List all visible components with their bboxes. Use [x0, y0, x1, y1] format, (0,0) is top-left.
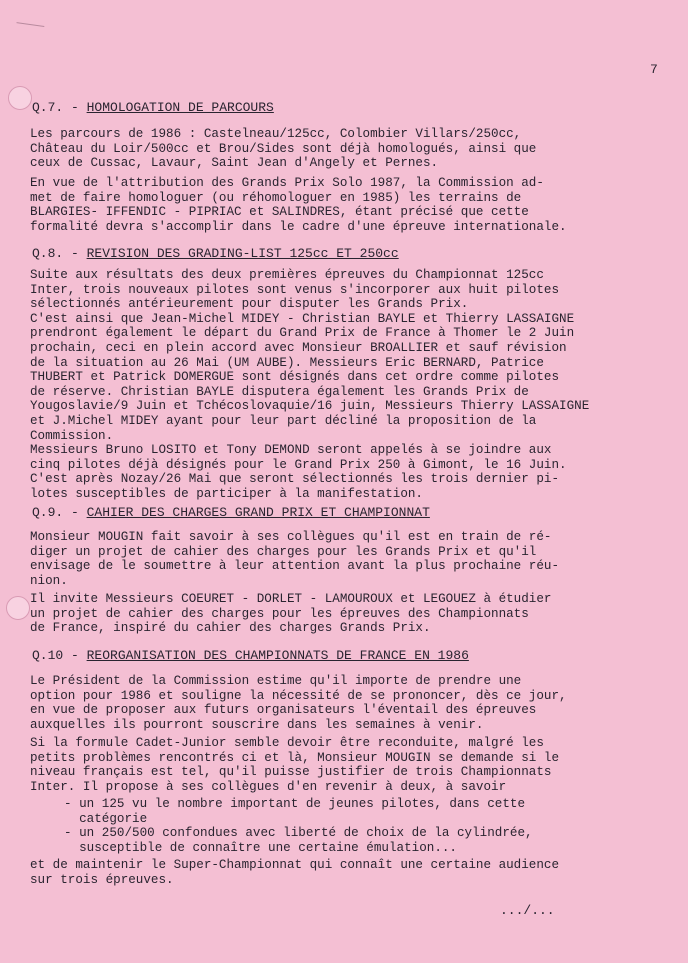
- section-number: Q.8. -: [32, 246, 87, 261]
- paragraph: [30, 530, 670, 588]
- text-line: sur trois épreuves.: [30, 872, 174, 887]
- text-line: Suite aux résultats des deux premières épreuves du Championnat 125cc: [30, 268, 544, 282]
- text-line: de France, inspiré du cahier des charges Grands Prix.: [30, 621, 431, 636]
- section-heading-q8: [32, 246, 399, 261]
- text-line: C'est après Nozay/26 Mai que seront sélectionnés les trois dernier pi-: [30, 472, 560, 487]
- text-line: auxquelles ils pourront souscrire dans les semaines à venir.: [30, 717, 484, 732]
- text-line: Inter. Il propose à ses collègues d'en revenir à deux, à savoir: [30, 779, 507, 794]
- page-number: 7: [650, 62, 658, 77]
- pen-mark: [16, 22, 45, 33]
- text-line: formalité devra s'accomplir dans le cadre d'une épreuve internationale.: [30, 219, 567, 234]
- section-number: Q.10 -: [32, 648, 87, 663]
- paragraph: [30, 736, 670, 794]
- paragraph: [30, 127, 670, 171]
- text-line: prochain, ceci en plein accord avec Monsieur BROALLIER et sauf révision: [30, 340, 567, 355]
- section-number: Q.9. -: [32, 505, 87, 520]
- punch-hole: [6, 596, 30, 620]
- section-heading-q7: [32, 100, 274, 115]
- paragraph: [30, 858, 670, 887]
- text-line: de réserve. Christian BAYLE disputera également les Grands Prix de: [30, 384, 529, 399]
- text-line: met de faire homologuer (ou réhomologuer en 1985) les terrains de: [30, 190, 522, 205]
- text-line: Il invite Messieurs COEURET - DORLET - LAMOUROUX et LEGOUEZ à étudier: [30, 592, 552, 606]
- text-line: Commission.: [30, 428, 114, 443]
- paragraph: [30, 674, 670, 732]
- text-line: nion.: [30, 573, 68, 588]
- text-line: cinq pilotes déjà désignés pour le Grand Prix 250 à Gimont, le 16 Juin.: [30, 457, 567, 472]
- bullet-item: - un 125 vu le nombre important de jeunes pilotes, dans cette: [64, 797, 526, 811]
- text-line: BLARGIES- IFFENDIC - PIPRIAC et SALINDRES, étant précisé que cette: [30, 205, 529, 220]
- paragraph: [30, 176, 670, 234]
- text-line: option pour 1986 et souligne la nécessité de se prononcer, dès ce jour,: [30, 688, 567, 703]
- section-heading-q9: [32, 505, 430, 520]
- section-number: Q.7. -: [32, 100, 87, 115]
- punch-hole: [8, 86, 32, 110]
- text-line: Château du Loir/500cc et Brou/Sides sont déjà homologués, ainsi que: [30, 141, 537, 156]
- text-line: Si la formule Cadet-Junior semble devoir être reconduite, malgré les: [30, 736, 544, 750]
- bullet-list: [64, 797, 664, 855]
- text-line: Yougoslavie/9 Juin et Tchécoslovaquie/16 juin, Messieurs Thierry LASSAIGNE: [30, 399, 590, 414]
- text-line: de la situation au 26 Mai (UM AUBE). Messieurs Eric BERNARD, Patrice: [30, 355, 544, 370]
- section-title: REVISION DES GRADING-LIST 125cc ET 250cc: [86, 246, 399, 261]
- text-line: Messieurs Bruno LOSITO et Tony DEMOND seront appelés à se joindre aux: [30, 443, 552, 458]
- section-title: CAHIER DES CHARGES GRAND PRIX ET CHAMPIONNAT: [86, 505, 430, 520]
- paragraph: [30, 592, 670, 636]
- continuation-mark: .../...: [500, 903, 555, 918]
- text-line: THUBERT et Patrick DOMERGUE sont désignés dans cet ordre comme pilotes: [30, 370, 560, 385]
- text-line: Le Président de la Commission estime qu'il importe de prendre une: [30, 674, 522, 688]
- text-line: En vue de l'attribution des Grands Prix Solo 1987, la Commission ad-: [30, 176, 544, 190]
- text-line: en vue de proposer aux futurs organisateurs l'éventail des épreuves: [30, 703, 537, 718]
- text-line: petits problèmes rencontrés ci et là, Monsieur MOUGIN se demande si le: [30, 750, 560, 765]
- text-line: niveau français est tel, qu'il puisse justifier de trois Championnats: [30, 765, 552, 780]
- bullet-item: catégorie: [64, 811, 148, 826]
- section-title: REORGANISATION DES CHAMPIONNATS DE FRANCE EN 1986: [86, 648, 469, 663]
- text-line: C'est ainsi que Jean-Michel MIDEY - Christian BAYLE et Thierry LASSAIGNE: [30, 311, 575, 326]
- bullet-item: susceptible de connaître une certaine émulation...: [64, 840, 457, 855]
- text-line: et J.Michel MIDEY ayant pour leur part décliné la proposition de la: [30, 413, 537, 428]
- section-title: HOMOLOGATION DE PARCOURS: [86, 100, 274, 115]
- text-line: sélectionnés antérieurement pour disputer les Grands Prix.: [30, 297, 469, 312]
- text-line: lotes susceptibles de participer à la manifestation.: [30, 486, 423, 501]
- text-line: et de maintenir le Super-Championnat qui connaît une certaine audience: [30, 858, 560, 872]
- text-line: un projet de cahier des charges pour les épreuves des Championnats: [30, 606, 529, 621]
- text-line: diger un projet de cahier des charges pour les Grands Prix et qu'il: [30, 544, 537, 559]
- text-line: Les parcours de 1986 : Castelneau/125cc, Colombier Villars/250cc,: [30, 127, 522, 141]
- section-heading-q10: [32, 648, 469, 663]
- text-line: ceux de Cussac, Lavaur, Saint Jean d'Angely et Pernes.: [30, 156, 439, 171]
- text-line: Monsieur MOUGIN fait savoir à ses collègues qu'il est en train de ré-: [30, 530, 552, 544]
- text-line: envisage de le soumettre à leur attention avant la plus prochaine réu-: [30, 559, 560, 574]
- bullet-item: - un 250/500 confondues avec liberté de choix de la cylindrée,: [64, 826, 533, 841]
- text-line: prendront également le départ du Grand Prix de France à Thomer le 2 Juin: [30, 326, 575, 341]
- text-line: Inter, trois nouveaux pilotes sont venus s'incorporer aux huit pilotes: [30, 282, 560, 297]
- paragraph: [30, 268, 670, 502]
